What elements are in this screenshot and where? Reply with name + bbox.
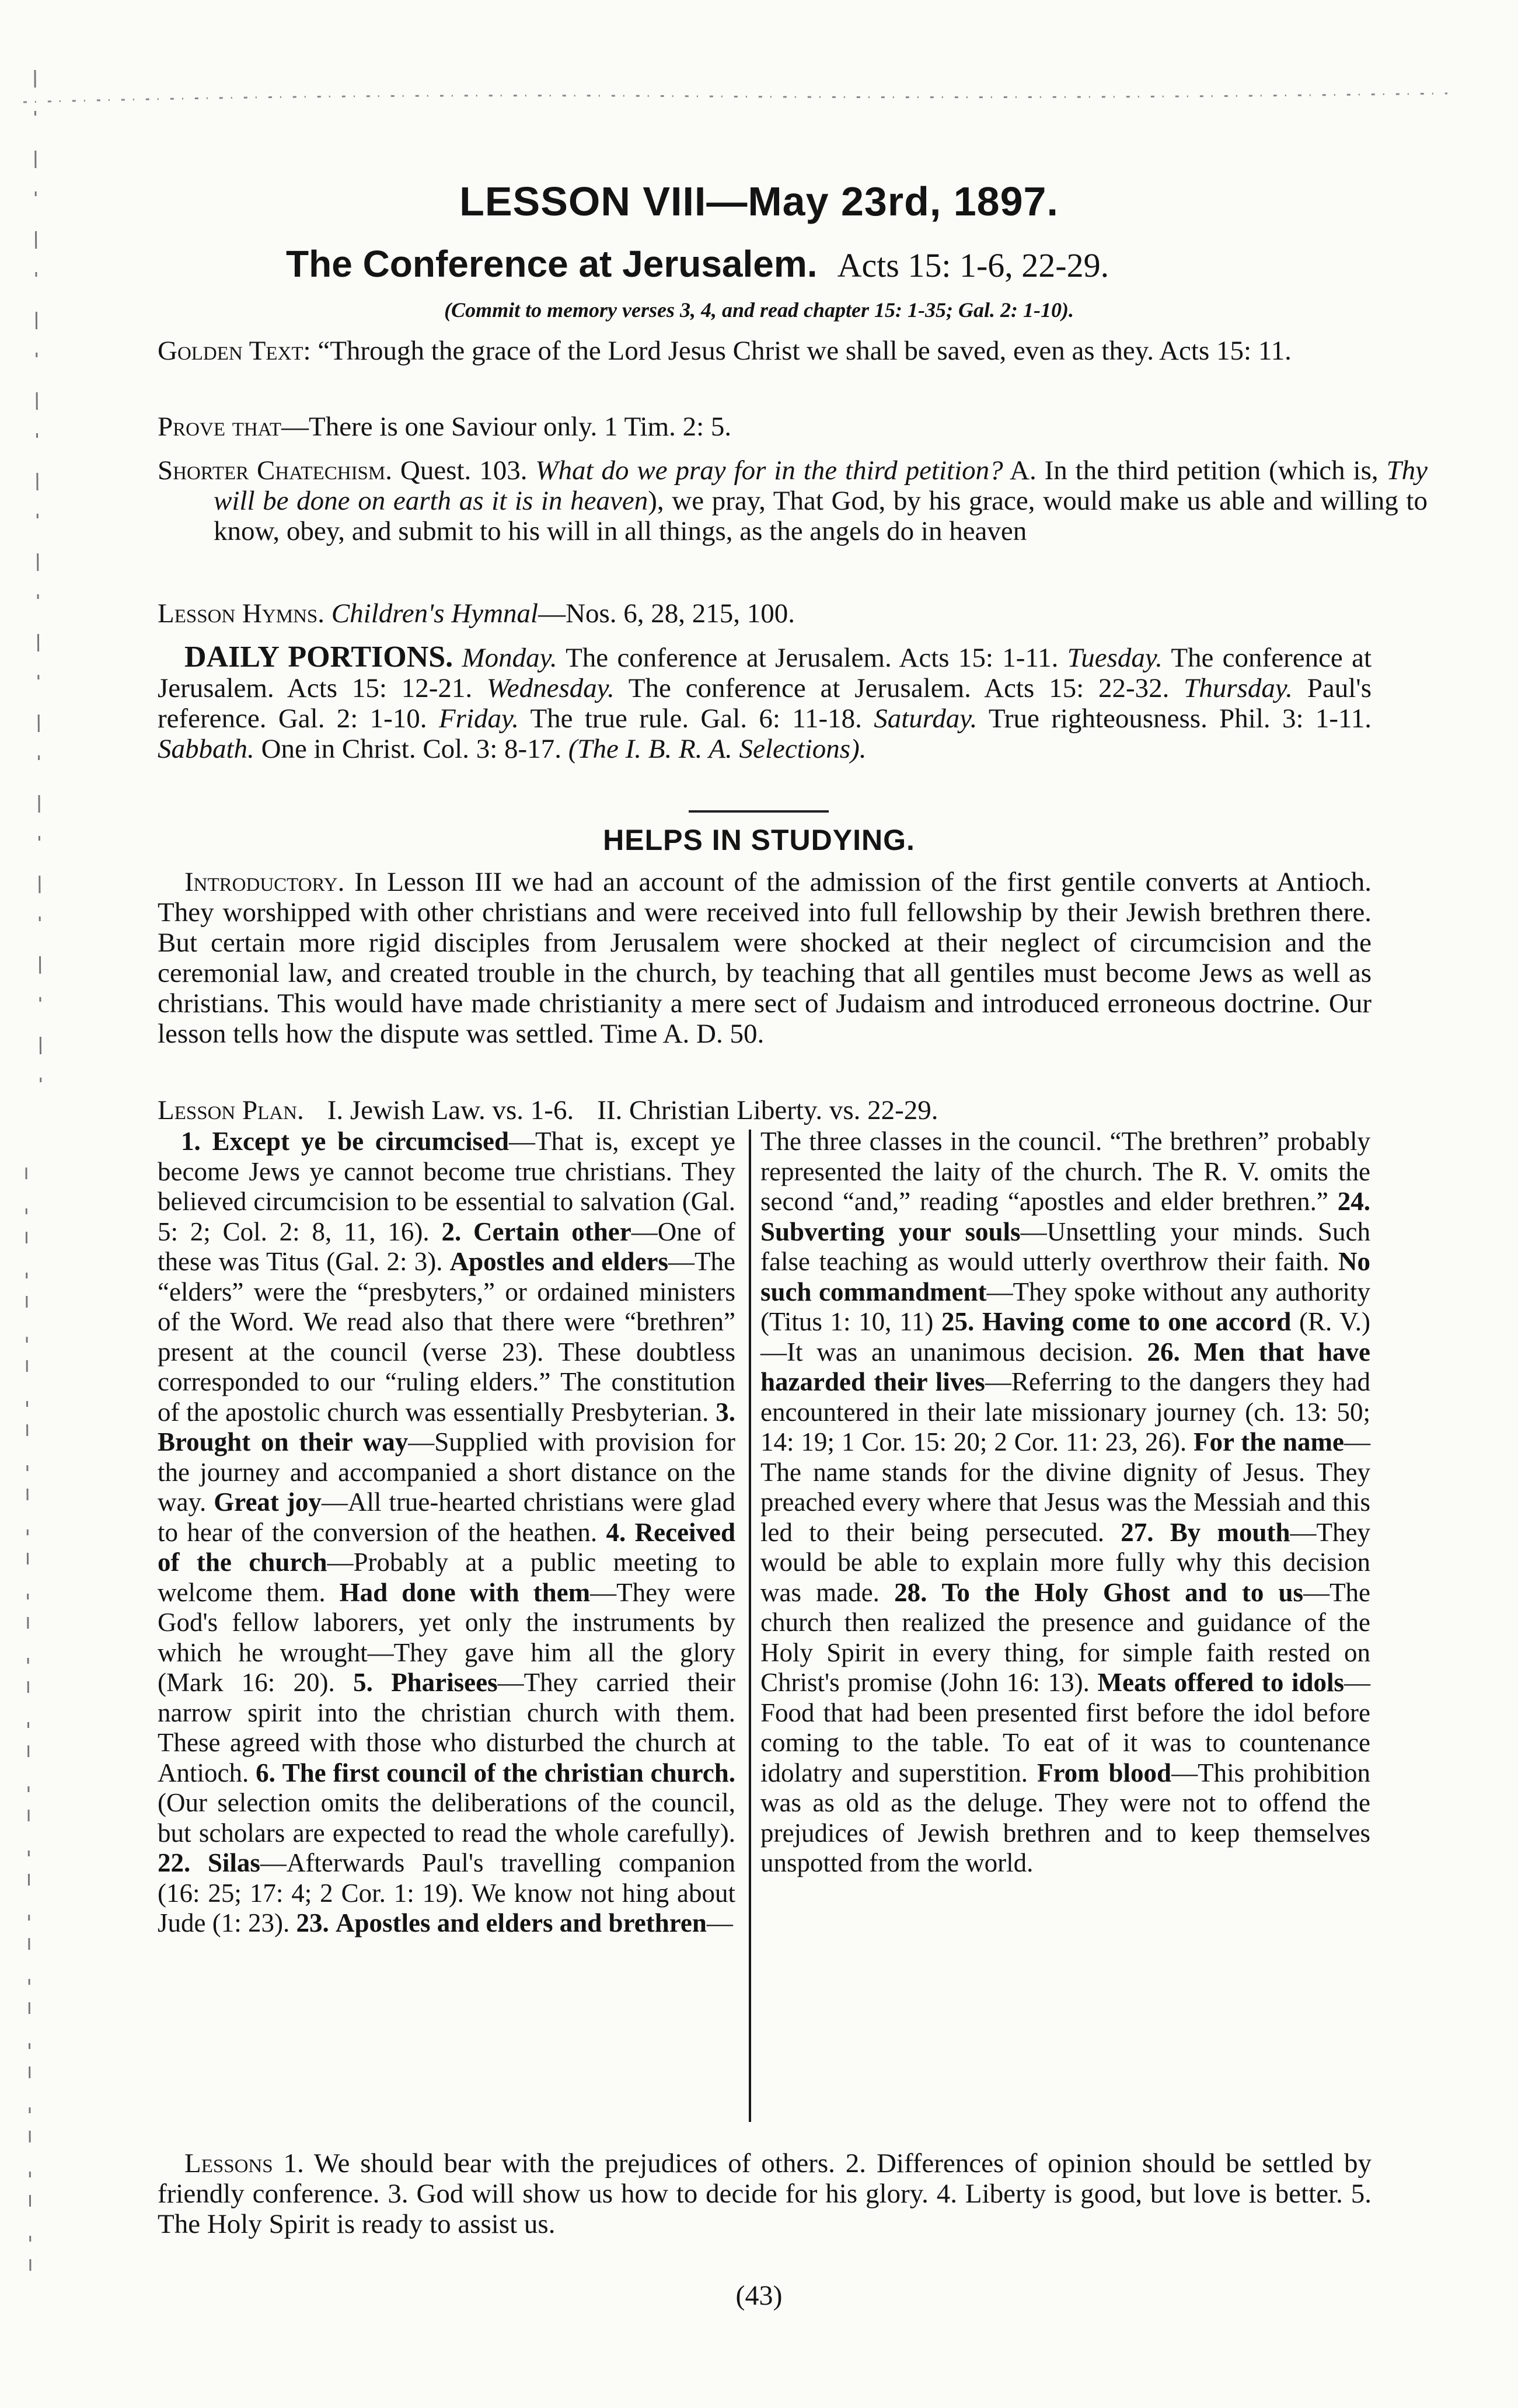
notes-left-column [158,1127,735,1939]
note-heading: Having come to one accord [982,1307,1292,1336]
daily-selections: (The I. B. R. A. Selections). [568,734,867,764]
note-text: —Referring to the dangers they had encountered in their late missionary journey (ch. 13: 50; 14: 19; 1 Cor. 15: 20; 2 Cor. 11: 23, 26). [760,1367,1371,1456]
note-verse-number: 28. [894,1577,927,1607]
lesson-plan-part-1: I. Jewish Law. vs. 1-6. [327,1095,574,1125]
note-text: —They were God's fellow laborers, yet only the instruments by which he wrought—They gave him all the glory (Mark 16: 20). [158,1577,735,1697]
note-heading: Men that have hazarded their lives [760,1337,1370,1396]
note-text: —The name stands for the divine dignity of Jesus. They preached every where that Jesus was the Messiah and this led to their being persecuted. [760,1427,1370,1547]
note-verse-number: 1. [181,1127,201,1156]
note-heading: The first council of the christian church. [282,1758,735,1787]
note-heading: To the Holy Ghost and to us [941,1577,1304,1607]
shorter-catechism [158,455,1428,546]
note-heading: Had done with them [339,1577,591,1607]
note-heading: Certain other [473,1217,631,1246]
daily-portions [158,642,1372,764]
catechism-answer-mark: A. [1010,455,1037,486]
daily-sabbath: Sabbath. [158,734,254,764]
lesson-title: LESSON VIII—May 23rd, 1897. [459,179,1059,224]
column-divider [749,1130,751,2122]
note-item [760,1127,1370,1216]
daily-sabbath-text: One in Christ. Col. 3: 8-17. [261,734,561,764]
notes-right-column [760,1127,1370,1879]
lesson-plan-label: Lesson Plan. [158,1095,304,1125]
daily-tuesday: Tuesday. [1067,643,1163,673]
daily-tuesday-text: The conference at Jerusalem. Acts 15: 12-21. [158,643,1372,703]
helps-heading: HELPS IN STUDYING. [603,824,915,856]
introductory-label: Introductory. [184,867,345,897]
note-heading: Pharisees [391,1668,498,1697]
golden-text-label: Golden Text: [158,336,311,366]
note-heading: Subverting your souls [760,1217,1021,1246]
introductory-text: In Lesson III we had an account of the admission of the first gentile converts at Antioch. They worshipped with other christians and were received into full fellowship by their Jewish brethren there. But certain more rigid disciples from Jerusalem were shocked at their neglect of circumcision and the ceremonial law, and created trouble in the church, by teaching that all gentiles must become Jews as well as christians. This would have made christianity a mere sect of Judaism and introduced erroneous doctrine. Our lesson tells how the dispute was settled. Time A. D. 50. [158,867,1372,1049]
daily-saturday: Saturday. [874,703,978,734]
note-text: —Food that had been presented first before the idol before coming to the table. To eat of it was to countenance idolatry and superstition. [760,1668,1371,1787]
note-heading: Silas [207,1848,260,1877]
hymns-numbers: —Nos. 6, 28, 215, 100. [538,598,795,629]
note-text: —The “elders” were the “presbyters,” or ordained ministers of the Word. We read also that there were “brethren” present at the council (verse 23). These doubtless corresponded to our “ruling elders.” The constitution of the apostolic church was essentially Presbyterian. [158,1247,735,1427]
note-text: — [706,1908,733,1937]
note-text: —They would be able to explain more fully why this decision was made. [760,1517,1371,1607]
page-number: (43) [735,2280,783,2311]
note-text: (R. V.)—It was an unanimous decision. [760,1307,1370,1367]
daily-wednesday: Wednesday. [486,673,615,703]
lesson-plan [158,1095,962,1126]
note-verse-number: 2. [441,1217,462,1246]
note-verse-number: 23. [296,1908,329,1937]
lessons-label: Lessons [184,2148,273,2179]
catechism-answer-a: In the third petition (which is, [1044,455,1379,486]
note-heading: Apostles and elders [449,1247,669,1276]
note-text: (Our selection omits the deliberations of the council, but scholars are expected to read the whole carefully). [158,1788,735,1848]
catechism-question: What do we pray for in the third petition? [535,455,1003,486]
note-text: —They spoke without any authority (Titus 1: 10, 11) [760,1277,1370,1336]
note-heading: Meats offered to idols [1097,1668,1345,1697]
memory-instruction: (Commit to memory verses 3, 4, and read chapter 15: 1-35; Gal. 2: 1-10). [444,298,1074,322]
note-verse-number: 3. [716,1397,735,1427]
note-heading: For the name [1194,1427,1344,1456]
daily-friday-text: The true rule. Gal. 6: 11-18. [530,703,862,734]
note-text: —That is, except ye become Jews ye cannot become true christians. They believed circumcision to be essential to salvation (Gal. 5: 2; Col. 2: 8, 11, 16). [158,1127,736,1246]
prove-that [158,412,1372,442]
note-heading: By mouth [1170,1517,1290,1547]
subtitle-main: The Conference at Jerusalem. [286,243,818,285]
catechism-answer-b: ), we pray, That God, by his grace, would make us able and willing to know, obey, and submit to his will in all things, as the angels do in heaven [214,486,1428,546]
catechism-answer-italic: Thy will be done on earth as it is in heaven [214,455,1428,516]
note-text: —Probably at a public meeting to welcome them. [158,1548,735,1607]
note-text: —This prohibition was as old as the deluge. They were not to offend the prejudices of Jewish brethren and to keep themselves unspotted from the world. [760,1758,1370,1877]
daily-thursday: Thursday. [1184,673,1293,703]
daily-thursday-text: Paul's reference. Gal. 2: 1-10. [158,673,1372,734]
note-heading: Apostles and elders and brethren [335,1908,707,1937]
daily-friday: Friday. [438,703,519,734]
golden-text-body: “Through the grace of the Lord Jesus Christ we shall be saved, even as they. Acts 15: 11. [317,336,1292,366]
lessons-text: 1. We should bear with the prejudices of others. 2. Differences of opinion should be settled by friendly conference. 3. God will show us how to decide for his glory. 4. Liberty is good, but love is better. 5. The Holy Spirit is ready to assist us. [158,2148,1372,2239]
daily-monday-text: The conference at Jerusalem. Acts 15: 1-11. [566,643,1059,673]
lesson-hymns [158,598,1372,629]
catechism-label: Shorter Chatechism. [158,455,392,486]
note-heading: Great joy [214,1487,322,1517]
note-verse-number: 4. [606,1517,626,1547]
note-verse-number: 5. [353,1668,373,1697]
note-text: —Unsettling your minds. Such false teaching as would utterly overthrow their faith. [760,1217,1370,1276]
lessons-summary [158,2148,1372,2239]
note-text: —Afterwards Paul's travelling companion (16: 25; 17: 4; 2 Cor. 1: 19). We know not hing about Jude (1: 23). [158,1848,736,1937]
hymns-label: Lesson Hymns. [158,598,325,629]
note-heading: No such commandment [760,1247,1370,1306]
daily-portions-label: DAILY PORTIONS. [184,640,453,674]
note-text: —They carried their narrow spirit into the christian church with them. These agreed with those who disturbed the church at Antioch. [158,1668,735,1787]
golden-text [158,336,1372,366]
note-text: —Supplied with provision for the journey and accompanied a short distance on the way. [158,1427,735,1517]
catechism-quest: Quest. 103. [400,455,528,486]
daily-saturday-text: True righteousness. Phil. 3: 1-11. [988,703,1372,734]
daily-monday: Monday. [462,643,557,673]
daily-wednesday-text: The conference at Jerusalem. Acts 15: 22-32. [628,673,1170,703]
note-verse-number: 6. [256,1758,275,1787]
section-divider [689,810,829,813]
lesson-subtitle [286,242,1109,285]
note-item [296,1908,732,1937]
note-verse-number: 26. [1147,1337,1180,1367]
note-text: —The church then realized the presence and guidance of the Holy Spirit in every thing, for simple faith rested on Christ's promise (John 16: 13). [760,1577,1371,1697]
note-heading: From blood [1037,1758,1172,1787]
hymns-book: Children's Hymnal [331,598,539,629]
prove-that-label: Prove that [158,412,282,442]
note-verse-number: 27. [1121,1517,1154,1547]
note-text: The three classes in the council. “The brethren” probably represented the laity of the church. The R. V. omits the second “and,” reading “apostles and elder brethren.” [760,1127,1370,1216]
lesson-plan-part-2: II. Christian Liberty. vs. 22-29. [597,1095,938,1125]
note-verse-number: 25. [941,1307,975,1336]
introductory [158,867,1372,1049]
prove-that-body: —There is one Saviour only. 1 Tim. 2: 5. [281,412,732,442]
note-heading: Except ye be circumcised [212,1127,509,1156]
note-heading: Received of the church [158,1517,736,1577]
note-heading: Brought on their way [158,1427,409,1456]
note-verse-number: 24. [1337,1187,1371,1216]
note-verse-number: 22. [158,1848,191,1877]
scripture-reference: Acts 15: 1-6, 22-29. [837,246,1109,284]
note-text: —All true-hearted christians were glad to hear of the conversion of the heathen. [158,1487,736,1547]
note-text: —One of these was Titus (Gal. 2: 3). [158,1217,736,1276]
